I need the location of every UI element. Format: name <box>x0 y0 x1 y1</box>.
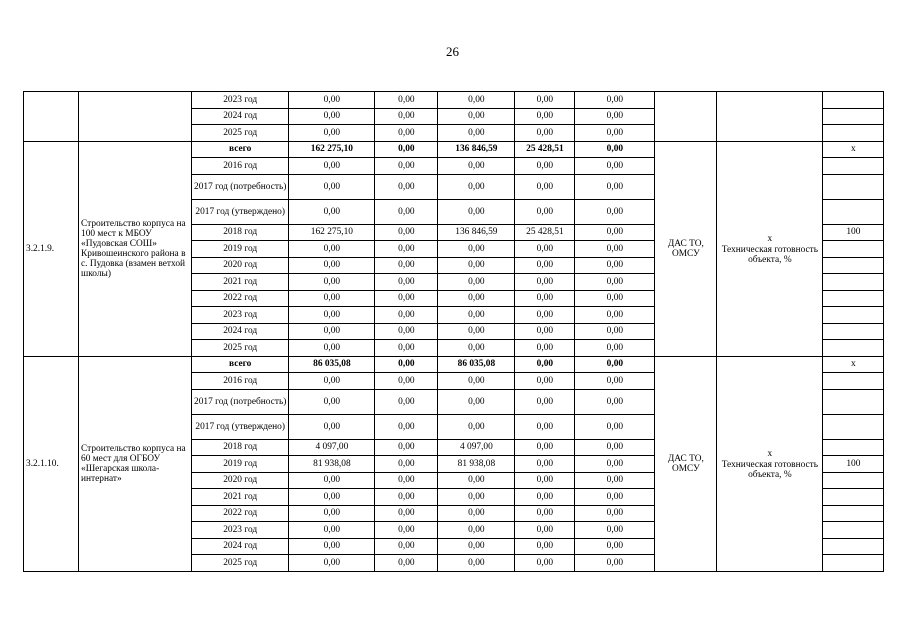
total-row <box>24 356 884 373</box>
value-cell: 0,00 <box>575 373 655 390</box>
indicator-value-cell <box>823 373 884 390</box>
value-cell: 0,00 <box>438 489 515 506</box>
indicator-value-cell <box>823 241 884 258</box>
value-cell: 0,00 <box>438 522 515 539</box>
value-cell: 0,00 <box>438 290 515 307</box>
table-row <box>24 92 884 109</box>
value-cell: 0,00 <box>438 472 515 489</box>
value-cell: 0,00 <box>375 356 438 373</box>
value-cell: 0,00 <box>515 414 575 439</box>
executor-cell <box>655 92 717 142</box>
value-cell: 0,00 <box>575 274 655 291</box>
value-cell: 0,00 <box>438 125 515 142</box>
executor-cell: ДАС ТО, ОМСУ <box>655 356 717 571</box>
value-cell: 0,00 <box>515 340 575 357</box>
value-cell: 0,00 <box>575 356 655 373</box>
value-cell: 0,00 <box>438 199 515 224</box>
value-cell: 0,00 <box>575 290 655 307</box>
indicator-value-cell <box>823 92 884 109</box>
value-cell: 0,00 <box>575 389 655 414</box>
value-cell: 0,00 <box>375 414 438 439</box>
indicator-value-cell <box>823 538 884 555</box>
value-cell: 0,00 <box>289 489 375 506</box>
indicator-value-cell <box>823 257 884 274</box>
value-cell: 0,00 <box>515 472 575 489</box>
indicator-value-cell <box>823 472 884 489</box>
indicator-value-cell <box>823 274 884 291</box>
executor-cell: ДАС ТО, ОМСУ <box>655 141 717 356</box>
value-cell: 0,00 <box>515 439 575 456</box>
value-cell: 0,00 <box>289 538 375 555</box>
year-cell: 2023 год <box>192 92 289 109</box>
value-cell: 0,00 <box>289 555 375 572</box>
value-cell: 0,00 <box>575 224 655 241</box>
year-cell: 2017 год (потребность) <box>192 174 289 199</box>
value-cell: 0,00 <box>515 158 575 175</box>
value-cell: 0,00 <box>575 555 655 572</box>
value-cell: 0,00 <box>515 489 575 506</box>
indicator-value-cell <box>823 414 884 439</box>
value-cell: 0,00 <box>289 174 375 199</box>
value-cell: 0,00 <box>375 472 438 489</box>
value-cell: 0,00 <box>575 307 655 324</box>
value-cell: 0,00 <box>289 290 375 307</box>
value-cell: 0,00 <box>289 389 375 414</box>
value-cell: 136 846,59 <box>438 141 515 158</box>
value-cell: 0,00 <box>375 199 438 224</box>
value-cell: 4 097,00 <box>438 439 515 456</box>
value-cell: 0,00 <box>438 274 515 291</box>
value-cell: 0,00 <box>515 356 575 373</box>
value-cell: 162 275,10 <box>289 224 375 241</box>
year-cell: 2025 год <box>192 555 289 572</box>
code-cell <box>24 92 79 142</box>
value-cell: 0,00 <box>375 158 438 175</box>
year-cell: 2023 год <box>192 307 289 324</box>
value-cell: 0,00 <box>515 108 575 125</box>
value-cell: 0,00 <box>289 199 375 224</box>
project-name: Строительство корпуса на 60 мест для ОГБОУ «Шегарская школа-интернат» <box>79 356 192 571</box>
value-cell: 0,00 <box>515 389 575 414</box>
year-cell: всего <box>192 141 289 158</box>
value-cell: 81 938,08 <box>438 456 515 473</box>
value-cell: 0,00 <box>575 439 655 456</box>
value-cell: 25 428,51 <box>515 224 575 241</box>
year-cell: 2024 год <box>192 108 289 125</box>
indicator-value-cell <box>823 307 884 324</box>
value-cell: 0,00 <box>289 307 375 324</box>
year-cell: 2025 год <box>192 340 289 357</box>
value-cell: 0,00 <box>575 472 655 489</box>
year-cell: 2022 год <box>192 505 289 522</box>
year-cell: 2017 год (потребность) <box>192 389 289 414</box>
indicator-value-cell <box>823 199 884 224</box>
year-cell: 2024 год <box>192 323 289 340</box>
indicator-value-cell <box>823 439 884 456</box>
indicator-value-cell <box>823 505 884 522</box>
value-cell: 0,00 <box>575 456 655 473</box>
year-cell: 2018 год <box>192 224 289 241</box>
value-cell: 0,00 <box>375 439 438 456</box>
value-cell: 0,00 <box>575 158 655 175</box>
value-cell: 0,00 <box>289 373 375 390</box>
value-cell: 0,00 <box>375 323 438 340</box>
page-number: 26 <box>446 44 459 59</box>
value-cell: 0,00 <box>575 199 655 224</box>
value-cell: 0,00 <box>515 241 575 258</box>
value-cell: 0,00 <box>438 373 515 390</box>
indicator-value-cell <box>823 290 884 307</box>
value-cell: 0,00 <box>375 456 438 473</box>
value-cell: 0,00 <box>375 274 438 291</box>
indicator-value-cell: 100 <box>823 224 884 241</box>
indicator-value-cell <box>823 522 884 539</box>
value-cell: 0,00 <box>438 241 515 258</box>
indicator-name: Техническая готовность объекта, % <box>721 244 819 265</box>
value-cell: 0,00 <box>438 108 515 125</box>
indicator-value-cell <box>823 389 884 414</box>
indicator-value-cell <box>823 323 884 340</box>
project-name: Строительство корпуса на 100 мест к МБОУ «Пудовская СОШ» Кривошеинского района в с. Пудовка (взамен ветхой школы) <box>79 141 192 356</box>
value-cell: 0,00 <box>289 92 375 109</box>
value-cell: 0,00 <box>289 108 375 125</box>
indicator-x: х <box>767 233 773 244</box>
year-cell: 2017 год (утверждено) <box>192 199 289 224</box>
value-cell: 0,00 <box>289 257 375 274</box>
value-cell: 0,00 <box>515 456 575 473</box>
value-cell: 0,00 <box>575 108 655 125</box>
indicator-value-cell <box>823 125 884 142</box>
year-cell: 2025 год <box>192 125 289 142</box>
value-cell: 0,00 <box>575 174 655 199</box>
year-cell: 2019 год <box>192 456 289 473</box>
total-row <box>24 141 884 158</box>
year-cell: 2022 год <box>192 290 289 307</box>
value-cell: 0,00 <box>289 340 375 357</box>
value-cell: 0,00 <box>438 307 515 324</box>
value-cell: 0,00 <box>575 538 655 555</box>
value-cell: 0,00 <box>375 174 438 199</box>
value-cell: 0,00 <box>375 224 438 241</box>
value-cell: 0,00 <box>375 538 438 555</box>
value-cell: 0,00 <box>289 522 375 539</box>
value-cell: 0,00 <box>515 290 575 307</box>
indicator-value-cell <box>823 489 884 506</box>
indicator-value-cell <box>823 158 884 175</box>
value-cell: 0,00 <box>515 92 575 109</box>
value-cell: 0,00 <box>438 414 515 439</box>
indicator-x: х <box>767 448 773 459</box>
value-cell: 0,00 <box>575 241 655 258</box>
indicator-value-cell <box>823 555 884 572</box>
project-code: 3.2.1.10. <box>24 356 79 571</box>
indicator-value-cell <box>823 340 884 357</box>
indicator-value-cell <box>823 174 884 199</box>
value-cell: 0,00 <box>438 555 515 572</box>
value-cell: 0,00 <box>575 125 655 142</box>
value-cell: 0,00 <box>575 323 655 340</box>
value-cell: 162 275,10 <box>289 141 375 158</box>
value-cell: 0,00 <box>515 538 575 555</box>
value-cell: 0,00 <box>438 158 515 175</box>
value-cell: 0,00 <box>438 340 515 357</box>
year-cell: 2021 год <box>192 274 289 291</box>
value-cell: 0,00 <box>438 323 515 340</box>
value-cell: 0,00 <box>575 257 655 274</box>
value-cell: 0,00 <box>515 307 575 324</box>
value-cell: 0,00 <box>375 505 438 522</box>
indicator-cell <box>717 92 823 142</box>
indicator-cell <box>717 141 823 356</box>
value-cell: 0,00 <box>375 257 438 274</box>
value-cell: 0,00 <box>575 505 655 522</box>
value-cell: 0,00 <box>375 141 438 158</box>
year-cell: 2020 год <box>192 472 289 489</box>
value-cell: 0,00 <box>438 389 515 414</box>
year-cell: 2017 год (утверждено) <box>192 414 289 439</box>
value-cell: 0,00 <box>515 323 575 340</box>
value-cell: 86 035,08 <box>438 356 515 373</box>
indicator-value-cell: 100 <box>823 456 884 473</box>
year-cell: 2019 год <box>192 241 289 258</box>
value-cell: 86 035,08 <box>289 356 375 373</box>
value-cell: 0,00 <box>375 307 438 324</box>
value-cell: 0,00 <box>575 489 655 506</box>
year-cell: 2016 год <box>192 158 289 175</box>
value-cell: 0,00 <box>575 340 655 357</box>
value-cell: 0,00 <box>515 125 575 142</box>
value-cell: 25 428,51 <box>515 141 575 158</box>
year-cell: 2020 год <box>192 257 289 274</box>
value-cell: 81 938,08 <box>289 456 375 473</box>
value-cell: 0,00 <box>289 472 375 489</box>
value-cell: 0,00 <box>515 174 575 199</box>
value-cell: 0,00 <box>375 373 438 390</box>
value-cell: 0,00 <box>438 92 515 109</box>
value-cell: 0,00 <box>515 257 575 274</box>
value-cell: 0,00 <box>515 505 575 522</box>
value-cell: 0,00 <box>289 158 375 175</box>
value-cell: 0,00 <box>375 522 438 539</box>
value-cell: 0,00 <box>575 414 655 439</box>
year-cell: 2018 год <box>192 439 289 456</box>
indicator-value-cell: х <box>823 356 884 373</box>
project-code: 3.2.1.9. <box>24 141 79 356</box>
value-cell: 0,00 <box>515 274 575 291</box>
value-cell: 0,00 <box>375 290 438 307</box>
value-cell: 0,00 <box>515 522 575 539</box>
value-cell: 0,00 <box>375 340 438 357</box>
value-cell: 0,00 <box>375 389 438 414</box>
indicator-value-cell <box>823 108 884 125</box>
value-cell: 0,00 <box>375 241 438 258</box>
value-cell: 0,00 <box>515 373 575 390</box>
value-cell: 0,00 <box>438 505 515 522</box>
year-cell: 2016 год <box>192 373 289 390</box>
value-cell: 0,00 <box>289 323 375 340</box>
value-cell: 0,00 <box>375 125 438 142</box>
value-cell: 0,00 <box>438 257 515 274</box>
value-cell: 0,00 <box>575 141 655 158</box>
value-cell: 0,00 <box>289 414 375 439</box>
indicator-value-cell: х <box>823 141 884 158</box>
value-cell: 0,00 <box>289 274 375 291</box>
value-cell: 4 097,00 <box>289 439 375 456</box>
value-cell: 0,00 <box>438 538 515 555</box>
value-cell: 0,00 <box>575 522 655 539</box>
value-cell: 136 846,59 <box>438 224 515 241</box>
year-cell: 2024 год <box>192 538 289 555</box>
year-cell: 2023 год <box>192 522 289 539</box>
value-cell: 0,00 <box>289 505 375 522</box>
value-cell: 0,00 <box>289 125 375 142</box>
value-cell: 0,00 <box>375 108 438 125</box>
name-cell <box>79 92 192 142</box>
value-cell: 0,00 <box>375 92 438 109</box>
value-cell: 0,00 <box>515 199 575 224</box>
value-cell: 0,00 <box>575 92 655 109</box>
indicator-name: Техническая готовность объекта, % <box>721 459 819 480</box>
value-cell: 0,00 <box>515 555 575 572</box>
indicator-cell <box>717 356 823 571</box>
budget-table <box>23 91 884 572</box>
year-cell: всего <box>192 356 289 373</box>
value-cell: 0,00 <box>375 489 438 506</box>
year-cell: 2021 год <box>192 489 289 506</box>
value-cell: 0,00 <box>289 241 375 258</box>
value-cell: 0,00 <box>375 555 438 572</box>
value-cell: 0,00 <box>438 174 515 199</box>
